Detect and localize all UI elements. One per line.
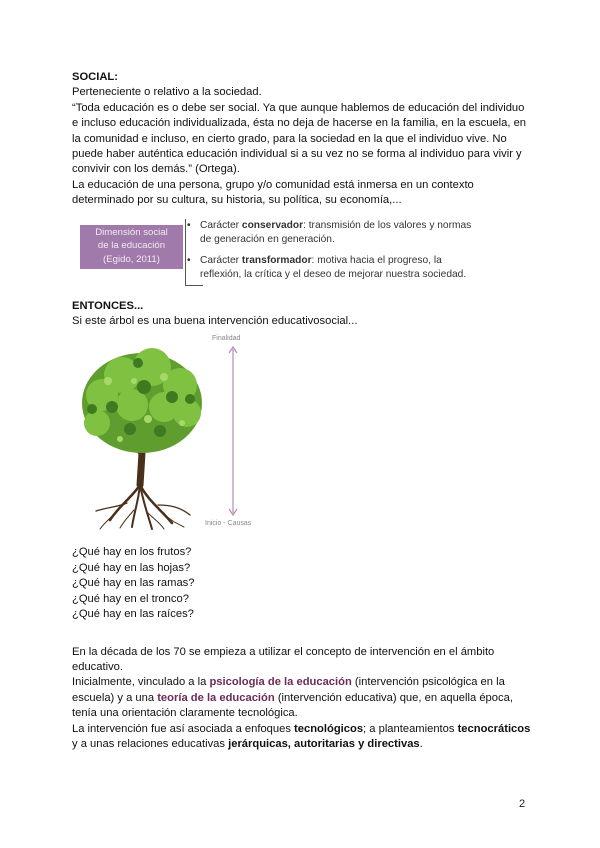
tree-figure <box>72 335 532 545</box>
page-number: 2 <box>519 798 526 810</box>
label-inicio-causas: Inicio - Causas <box>205 520 252 528</box>
text-line: “Toda educación es o debe ser social. Ya que aunque hablemos de educación del individuo <box>72 101 525 114</box>
text-line: educativo. <box>72 660 123 673</box>
dimension-box-line: (Egido, 2011) <box>103 253 160 265</box>
text-line: Perteneciente o relativo a la sociedad. <box>72 86 262 99</box>
dimension-box <box>80 225 183 269</box>
text-line: En la década de los 70 se empieza a utilizar el concepto de intervención en el ámbito <box>72 645 495 658</box>
text-line: determinado por su cultura, su historia, su política, su economía,... <box>72 194 402 207</box>
entonces-intro: Si este árbol es una buena intervención educativosocial... <box>72 315 358 328</box>
social-text <box>72 85 532 208</box>
double-arrow-icon <box>227 345 239 517</box>
text-line: e incluso educación individualizada, ésta no deja de hacerse en la familia, en la escuela, en <box>72 117 527 130</box>
label-finalidad: Finalidad <box>212 335 241 343</box>
text-line: puede haber auténtica educación individual si a su vez no se forma al individuo para vivir y <box>72 148 522 161</box>
bullet-conservador: • Carácter conservador: transmisión de los valores y normas de generación en generación. <box>187 219 472 246</box>
question-item: ¿Qué hay en las raíces? <box>72 608 194 621</box>
text-line: y a unas relaciones educativas jerárquicas, autoritarias y directivas. <box>72 737 423 750</box>
question-item: ¿Qué hay en los frutos? <box>72 546 192 559</box>
social-dimension-diagram <box>72 219 532 289</box>
questions-list <box>72 545 532 622</box>
bullet-icon: • <box>187 254 191 266</box>
question-item: ¿Qué hay en el tronco? <box>72 592 189 605</box>
page-content <box>72 70 532 752</box>
closing-text <box>72 645 532 753</box>
question-item: ¿Qué hay en las hojas? <box>72 561 191 574</box>
text-line: convivir con los demás.” (Ortega). <box>72 163 240 176</box>
question-item: ¿Qué hay en las ramas? <box>72 577 195 590</box>
text-line: La educación de una persona, grupo y/o comunidad está inmersa en un contexto <box>72 178 474 191</box>
text-line: la comunidad e incluso, en cierto grado, para la sociedad en la que el individuo vive. No <box>72 132 507 145</box>
text-line: escuela) y a una teoría de la educación (intervención educativa) que, en aquella época, <box>72 691 513 704</box>
bullet-transformador: • Carácter transformador: motiva hacia el progreso, la reflexión, la crítica y el deseo de mejorar nuestra sociedad. <box>187 254 467 281</box>
character-list <box>184 219 504 289</box>
entonces-heading: ENTONCES... <box>72 299 144 312</box>
dimension-box-line: de la educación <box>97 240 166 252</box>
text-line: tenía una orientación claramente tecnológica. <box>72 707 298 720</box>
bullet-icon: • <box>187 219 191 231</box>
text-line: Inicialmente, vinculado a la psicología de la educación (intervención psicológica en la <box>72 676 505 689</box>
tree-illustration <box>72 335 212 530</box>
social-heading: SOCIAL: <box>72 71 118 83</box>
text-line: La intervención fue así asociada a enfoques tecnológicos; a planteamientos tecnocráticos <box>72 722 531 735</box>
dimension-box-line: Dimensión social <box>95 226 168 238</box>
